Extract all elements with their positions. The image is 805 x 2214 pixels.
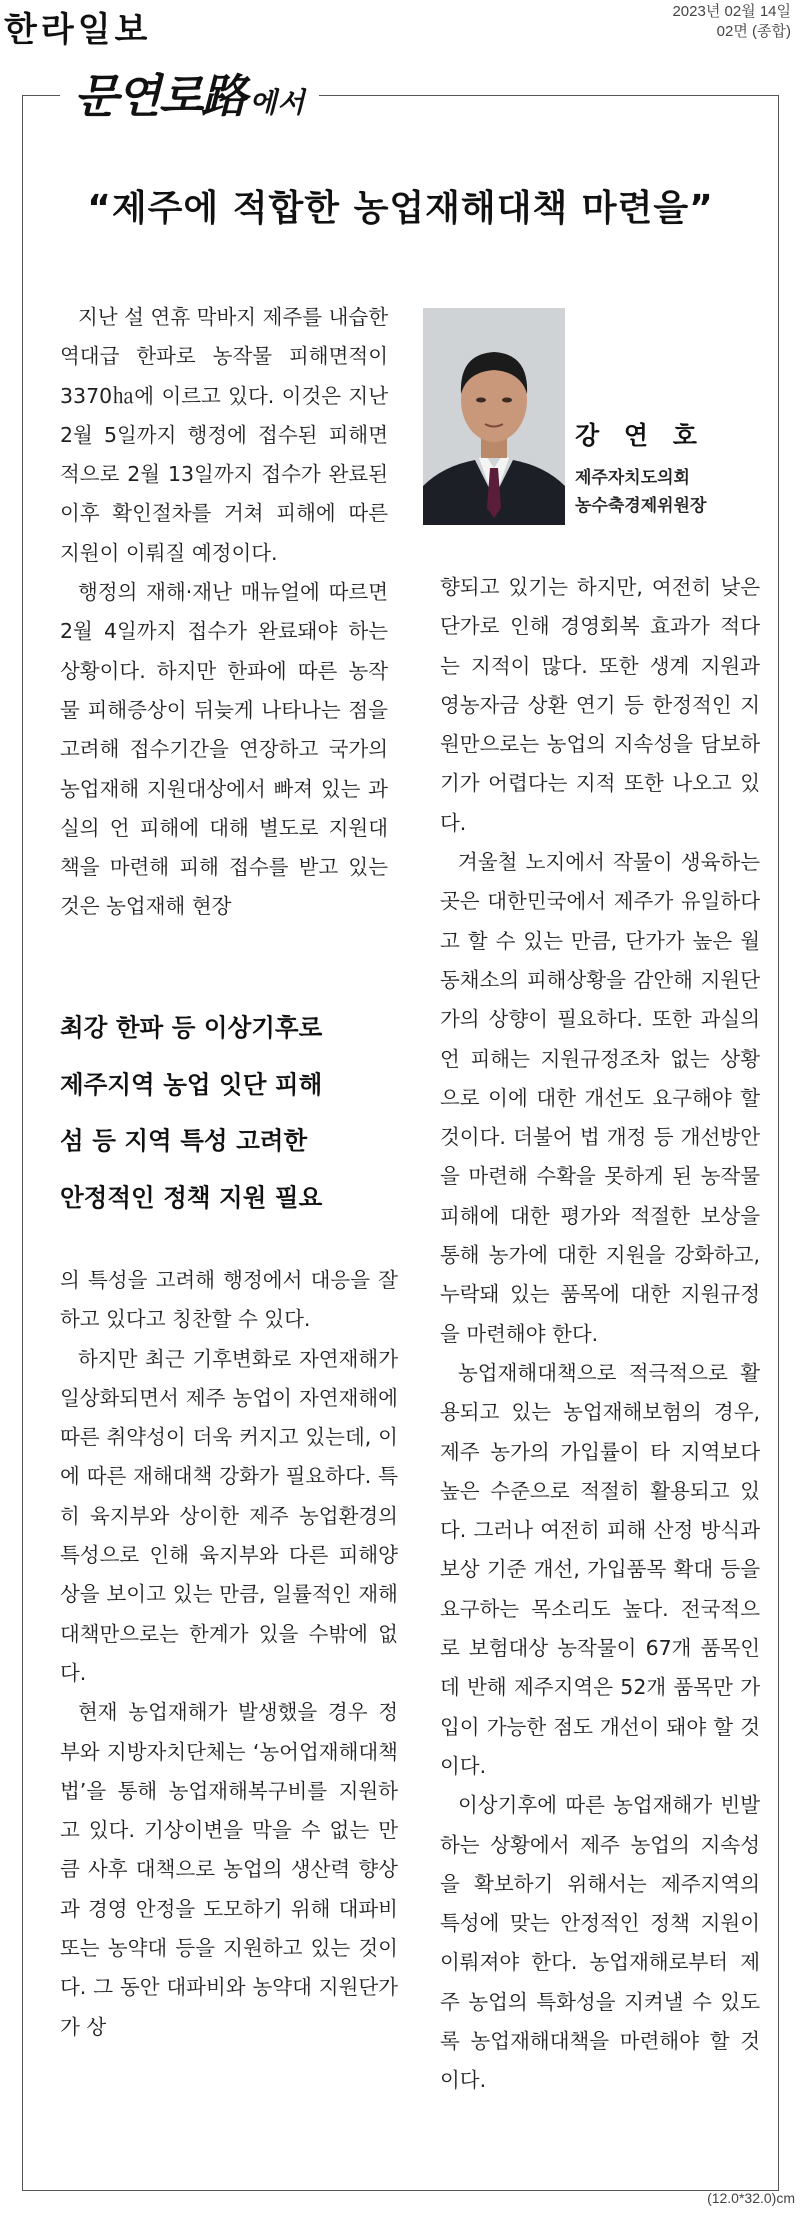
newspaper-name: 한라일보 [4,10,152,50]
body-paragraph: 하지만 최근 기후변화로 자연재해가 일상화되면서 제주 농업이 자연재해에 따른 취약성이 더욱 커지고 있는데, 이에 따른 재해대책 강화가 필요하다. 특히 육지부와 상이한 제주 농업환경의 특성으로 인해 육지부와 다른 피해양상을 보이고 있는 만큼, 일률적인 재해 대책만으로는 한계가 있을 수밖에 없다. [60,1346,398,1685]
clipping-size-note: (12.0*32.0)cm [707,2190,795,2206]
pull-quote-line: 최강 한파 등 이상기후로 [60,1013,323,1042]
body-paragraph: 현재 농업재해가 발생했을 경우 정부와 지방자치단체는 ‘농어업재해대책법’을 통해 농업재해복구비를 지원하고 있다. 기상이변을 막을 수 없는 만큼 사후 대책으로 농업의 생산력 향상과 경영 안정을 도모하기 위해 대파비 또는 농약대 등을 지원하고 있는 것이다. 그 동안 대파비와 농약대 지원단가가 상 [60,1700,398,2039]
body-paragraph: 향되고 있기는 하지만, 여전히 낮은 단가로 인해 경영회복 효과가 적다는 지적이 많다. 또한 생계 지원과 영농자금 상환 연기 등 한정적인 지원만으로는 농업의 지속성을 담보하기가 어렵다는 지적 또한 나오고 있다. [440,575,760,835]
masthead [0,0,805,48]
pull-quote-line: 안정적인 정책 지원 필요 [60,1182,323,1212]
body-paragraph: 행정의 재해·재난 매뉴얼에 따르면 2월 4일까지 접수가 완료돼야 하는 상황이다. 하지만 한파에 따른 농작물 피해증상이 뒤늦게 나타나는 점을 고려해 접수기간을 연장하고 국가의 농업재해 지원대상에서 빠져 있는 과실의 언 피해에 대해 별도로 지원대책을 마련해 피해 접수를 받고 있는 것은 농업재해 현장 [60,580,388,919]
publication-meta [672,2,791,42]
pull-quote [60,1000,400,1226]
section-label-suffix: 에서 [249,86,306,119]
body-paragraph: 이상기후에 따른 농업재해가 빈발하는 상황에서 제주 농업의 지속성을 확보하기 위해서는 제주지역의 특성에 맞는 안정적인 정책 지원이 이뤄져야 한다. 농업재해로부터 제주 농업의 특화성을 지켜낼 수 있도록 농업재해대책을 마련해야 할 것이다. [440,1793,760,2093]
body-paragraph: 지난 설 연휴 막바지 제주를 내습한 역대급 한파로 농작물 피해면적이 3370㏊에 이르고 있다. 이것은 지난 2월 5일까지 행정에 접수된 피해면적으로 2월 13일까지 접수가 완료된 이후 확인절차를 거쳐 피해에 따른 지원이 이뤄질 예정이다. [60,305,388,565]
body-paragraph: 농업재해대책으로 적극적으로 활용되고 있는 농업재해보험의 경우, 제주 농가의 가입률이 타 지역보다 높은 수준으로 적절히 활용되고 있다. 그러나 여전히 피해 산정 방식과 보상 기준 개선, 가입품목 확대 등을 요구하는 목소리도 높다. 전국적으로 보험대상 농작물이 67개 품목인데 반해 제주지역은 52개 품목만 가입이 가능한 점도 개선이 돼야 할 것이다. [440,1360,760,1778]
body-paragraph: 겨울철 노지에서 작물이 생육하는 곳은 대한민국에서 제주가 유일하다고 할 수 있는 만큼, 단가가 높은 월동채소의 피해상황을 감안해 지원단가의 상향이 필요하다. 또한 과실의 언 피해는 지원규정조차 없는 상황으로 이에 대한 개선도 요구해야 할 것이다. 더불어 법 개정 등 개선방안을 마련해 수확을 못하게 된 농작물 피해에 대한 평가와 적절한 보상을 통해 농가에 대한 지원을 강화하고, 누락돼 있는 품목에 대한 지원규정을 마련해야 한다. [440,850,760,1346]
page-section: 02면 (종합) [716,23,791,40]
pull-quote-line: 섬 등 지역 특성 고려한 [60,1126,308,1155]
body-column-left-top [60,298,388,927]
author-portrait-graphic [423,308,565,525]
author-photo [423,308,565,525]
publication-date: 2023년 02월 14일 [672,3,791,20]
body-column-left-bottom [60,1261,398,2047]
author-role [575,464,775,520]
section-label [60,68,319,124]
body-paragraph: 의 특성을 고려해 행정에서 대응을 잘 하고 있다고 칭찬할 수 있다. [60,1268,398,1332]
article-headline: “제주에 적합한 농업재해대책 마련을” [87,188,714,229]
pull-quote-line: 제주지역 농업 잇단 피해 [60,1069,323,1099]
author-affiliation: 제주자치도의회 [575,468,690,488]
author-byline [575,416,775,520]
author-position: 농수축경제위원장 [575,496,707,516]
body-column-right [440,568,760,2101]
section-label-main: 문연로路 [74,69,246,123]
author-name: 강 연 호 [575,421,705,450]
